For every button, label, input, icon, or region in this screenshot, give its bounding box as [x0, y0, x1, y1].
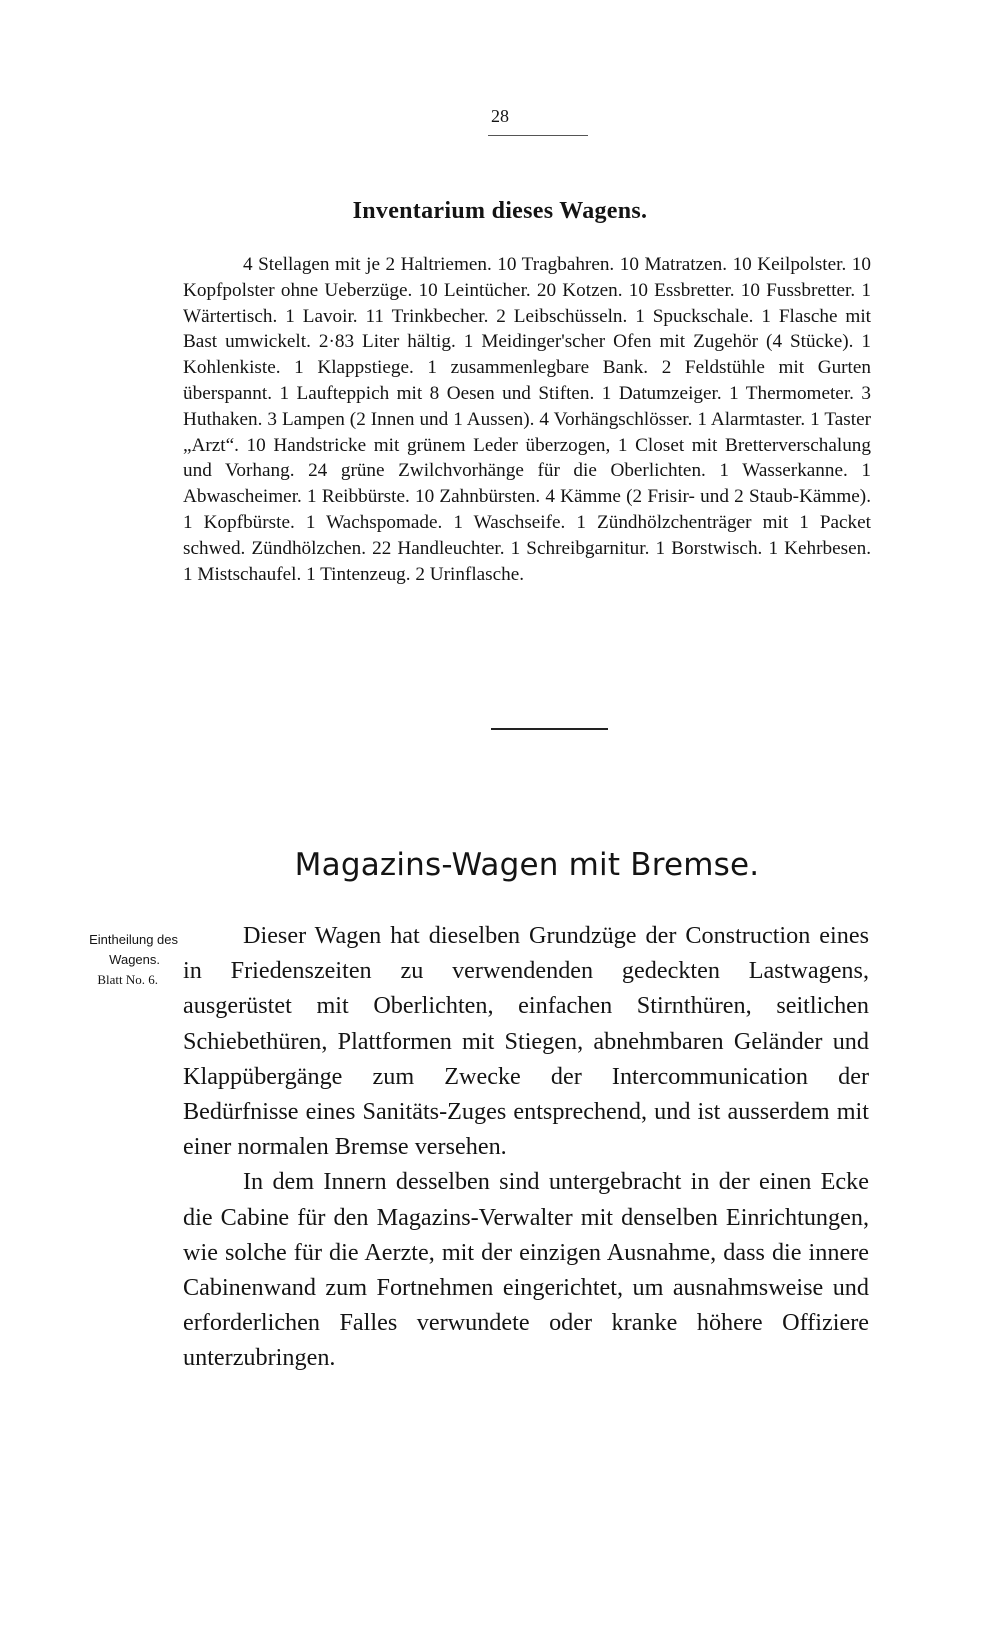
page-number: 28: [491, 106, 509, 126]
margin-note-line-2: Wagens.: [109, 952, 160, 967]
margin-note: [60, 930, 178, 990]
section-title: Magazins-Wagen mit Bremse.: [294, 847, 760, 883]
body-paragraph-2: In dem Innern desselben sind untergebracht in der einen Ecke die Cabine für den Magazins-Verwalter mit denselben Einrichtungen, wie solche für die Aerzte, mit der einzigen Ausnahme, dass die innere Cabinenwand zum Fortnehmen eingerichtet, um ausnahmsweise und erforderlichen Falles verwundete oder kranke höhere Offiziere unterzubringen.: [183, 1168, 869, 1372]
margin-note-line-1: Eintheilung des: [89, 932, 178, 947]
inventory-paragraph: 4 Stellagen mit je 2 Haltriemen. 10 Tragbahren. 10 Matratzen. 10 Keilpolster. 10 Kopfpolster ohne Ueberzüge. 10 Leintücher. 20 Kotzen. 10 Essbretter. 10 Fussbretter. 1 Wärtertisch. 1 Lavoir. 11 Trinkbecher. 2 Leibschüsseln. 1 Spuckschale. 1 Flasche mit Bast umwickelt. 2·83 Liter hältig. 1 Meidinger'scher Ofen mit Zugehör (4 Stücke). 1 Kohlenkiste. 1 Klappstiege. 1 zusammenlegbare Bank. 2 Feldstühle mit Gurten überspannt. 1 Laufteppich mit 8 Oesen und Stiften. 1 Datumzeiger. 1 Thermometer. 3 Huthaken. 3 Lampen (2 Innen und 1 Aussen). 4 Vorhängschlösser. 1 Alarmtaster. 1 Taster „Arzt“. 10 Handstricke mit grünem Leder überzogen, 1 Closet mit Bretterverschalung und Vorhang. 24 grüne Zwilchvorhänge für die Oberlichten. 1 Wasserkanne. 1 Abwascheimer. 1 Reibbürste. 10 Zahnbürsten. 4 Kämme (2 Frisir- und 2 Staub-Kämme). 1 Kopfbürste. 1 Wachspomade. 1 Waschseife. 1 Zündhölzchenträger mit 1 Packet schwed. Zündhölzchen. 22 Handleuchter. 1 Schreibgarnitur. 1 Borstwisch. 1 Kehrbesen. 1 Mistschaufel. 1 Tintenzeug. 2 Urinflasche.: [183, 254, 871, 585]
body-paragraph-1: Dieser Wagen hat dieselben Grundzüge der Construction eines in Friedenszeiten zu verwendenden gedeckten Lastwagens, ausgerüstet mit Oberlichten, einfachen Stirnthüren, seitlichen Schiebethüren, Plattformen mit Stiegen, abnehmbaren Geländer und Klappübergänge zum Zwecke der Intercommunication der Bedürfnisse eines Sanitäts-Zuges entsprechend, und ist ausserdem mit einer normalen Bremse versehen.: [183, 922, 869, 1161]
section-body: [183, 918, 869, 1376]
margin-note-line-3: Blatt No. 6.: [97, 972, 158, 987]
inventory-block: [183, 252, 871, 587]
section-divider: [491, 728, 608, 730]
inventory-heading: Inventarium dieses Wagens.: [352, 198, 648, 224]
page-number-rule: [488, 135, 588, 136]
